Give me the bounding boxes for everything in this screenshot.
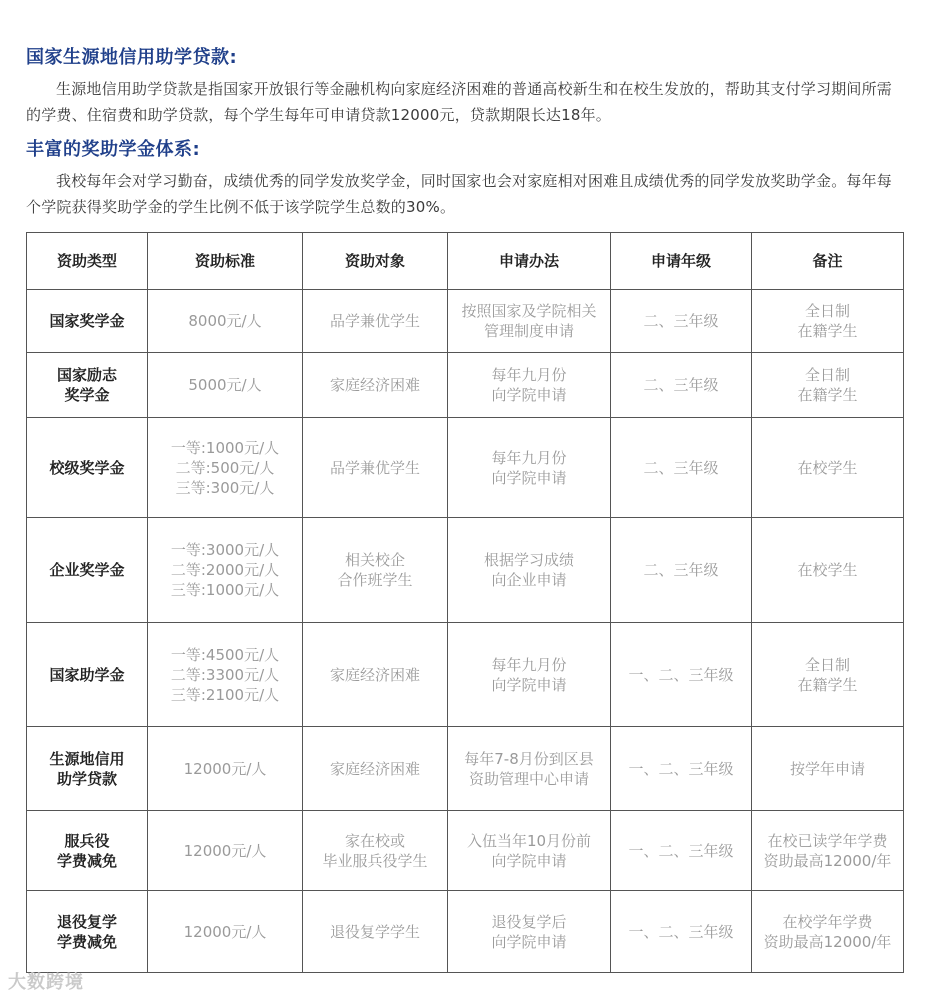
header-cell: 申请办法 — [448, 233, 611, 290]
target-cell — [303, 353, 448, 418]
scholarship-section-text: 我校每年会对学习勤奋，成绩优秀的同学发放奖学金，同时国家也会对家庭相对困难且成绩优秀的同学发放奖助学金。每年每个学院获得奖助学金的学生比例不低于该学院学生总数的30%。 — [26, 172, 893, 216]
aid-type-cell — [27, 353, 148, 418]
cell-line: 全日制 — [804, 366, 850, 384]
cell-line: 在籍学生 — [797, 675, 858, 694]
note-cell — [752, 727, 904, 811]
standard-cell — [148, 623, 303, 727]
method-cell — [448, 518, 611, 623]
cell-line: 一、二、三年级 — [628, 841, 734, 860]
cell-line: 家庭经济困难 — [329, 376, 420, 394]
header-cell: 备注 — [752, 233, 904, 290]
standard-cell — [148, 290, 303, 353]
cell-line: 8000元/人 — [188, 312, 262, 330]
grade-cell — [611, 418, 752, 518]
cell-line: 家在校或 — [344, 831, 405, 850]
cell-line: 资助最高12000/年 — [763, 932, 892, 951]
target-cell — [303, 727, 448, 811]
grade-cell — [611, 290, 752, 353]
cell-line: 二等:500元/人 — [175, 458, 275, 477]
note-cell — [752, 623, 904, 727]
table-row — [27, 418, 904, 518]
cell-line: 向学院申请 — [491, 468, 567, 487]
loan-section-title: 国家生源地信用助学贷款: — [26, 47, 238, 68]
cell-line: 一、二、三年级 — [628, 922, 734, 941]
aid-type-cell — [27, 811, 148, 891]
cell-line: 毕业服兵役学生 — [322, 851, 428, 870]
cell-line: 退役复学 — [56, 912, 117, 931]
cell-line: 按照国家及学院相关 — [461, 302, 597, 320]
cell-line: 在校已读学年学费 — [767, 831, 888, 850]
cell-line: 每年九月份 — [491, 448, 567, 467]
table-row — [27, 518, 904, 623]
cell-line: 12000元/人 — [183, 922, 267, 941]
aid-type-cell — [27, 623, 148, 727]
header-cell: 资助标准 — [148, 233, 303, 290]
note-cell — [752, 891, 904, 973]
cell-line: 服兵役 — [64, 831, 110, 850]
cell-line: 管理制度申请 — [483, 322, 574, 340]
cell-line: 二、三年级 — [643, 458, 719, 477]
note-cell — [752, 290, 904, 353]
cell-line: 二等:2000元/人 — [170, 561, 280, 579]
cell-line: 退役复学后 — [491, 912, 567, 931]
cell-line: 每年九月份 — [491, 655, 567, 674]
standard-cell — [148, 353, 303, 418]
method-cell — [448, 623, 611, 727]
table-row — [27, 623, 904, 727]
aid-type-cell — [27, 290, 148, 353]
table-row — [27, 727, 904, 811]
cell-line: 5000元/人 — [188, 376, 262, 394]
cell-line: 按学年申请 — [789, 759, 865, 778]
standard-cell — [148, 811, 303, 891]
cell-line: 二、三年级 — [643, 312, 719, 330]
cell-line: 向学院申请 — [491, 386, 567, 404]
cell-line: 三等:1000元/人 — [170, 581, 280, 599]
cell-line: 向学院申请 — [491, 675, 567, 694]
cell-line: 家庭经济困难 — [329, 759, 420, 778]
cell-line: 一等:4500元/人 — [170, 645, 280, 664]
note-cell — [752, 418, 904, 518]
cell-line: 国家助学金 — [49, 665, 125, 684]
standard-cell — [148, 418, 303, 518]
table-row — [27, 811, 904, 891]
loan-section-text: 生源地信用助学贷款是指国家开放银行等金融机构向家庭经济困难的普通高校新生和在校生发放的，帮助其支付学习期间所需的学费、住宿费和助学贷款，每个学生每年可申请贷款12000元，贷款期限长达18年。 — [26, 80, 893, 124]
method-cell — [448, 418, 611, 518]
cell-line: 资助最高12000/年 — [763, 851, 892, 870]
watermark-logo: 大数跨境 — [8, 972, 84, 993]
cell-line: 企业奖学金 — [49, 561, 125, 579]
cell-line: 在校学生 — [797, 561, 858, 579]
cell-line: 全日制 — [804, 302, 850, 320]
standard-cell — [148, 727, 303, 811]
grade-cell — [611, 727, 752, 811]
note-cell — [752, 518, 904, 623]
cell-line: 每年九月份 — [491, 366, 567, 384]
cell-line: 学费减免 — [56, 932, 117, 951]
cell-line: 一、二、三年级 — [628, 759, 734, 778]
cell-line: 一等:1000元/人 — [170, 438, 280, 457]
method-cell — [448, 353, 611, 418]
cell-line: 生源地信用 — [49, 749, 125, 768]
cell-line: 在籍学生 — [797, 322, 858, 340]
cell-line: 一等:3000元/人 — [170, 541, 280, 559]
cell-line: 校级奖学金 — [49, 458, 125, 477]
method-cell — [448, 727, 611, 811]
cell-line: 国家奖学金 — [49, 312, 125, 330]
cell-line: 三等:300元/人 — [175, 478, 275, 497]
method-cell — [448, 811, 611, 891]
cell-line: 入伍当年10月份前 — [466, 831, 592, 850]
cell-line: 学费减免 — [56, 851, 117, 870]
grade-cell — [611, 891, 752, 973]
cell-line: 在籍学生 — [797, 386, 858, 404]
note-cell — [752, 353, 904, 418]
cell-line: 全日制 — [804, 655, 850, 674]
cell-line: 12000元/人 — [183, 841, 267, 860]
cell-line: 向学院申请 — [491, 932, 567, 951]
method-cell — [448, 290, 611, 353]
header-cell: 申请年级 — [611, 233, 752, 290]
cell-line: 二、三年级 — [643, 561, 719, 579]
table-header-row — [27, 233, 904, 290]
aid-type-cell — [27, 727, 148, 811]
cell-line: 在校学生 — [797, 458, 858, 477]
grade-cell — [611, 518, 752, 623]
grade-cell — [611, 811, 752, 891]
scholarship-table — [26, 232, 904, 973]
cell-line: 国家励志 — [56, 366, 117, 384]
cell-line: 相关校企 — [344, 551, 405, 569]
table-row — [27, 353, 904, 418]
target-cell — [303, 290, 448, 353]
cell-line: 在校学年学费 — [782, 912, 873, 931]
cell-line: 根据学习成绩 — [483, 551, 574, 569]
table-row — [27, 891, 904, 973]
target-cell — [303, 518, 448, 623]
header-cell: 资助对象 — [303, 233, 448, 290]
header-cell: 资助类型 — [27, 233, 148, 290]
cell-line: 二、三年级 — [643, 376, 719, 394]
target-cell — [303, 891, 448, 973]
cell-line: 三等:2100元/人 — [170, 685, 280, 704]
cell-line: 二等:3300元/人 — [170, 665, 280, 684]
cell-line: 家庭经济困难 — [329, 665, 420, 684]
method-cell — [448, 891, 611, 973]
target-cell — [303, 418, 448, 518]
grade-cell — [611, 353, 752, 418]
cell-line: 退役复学学生 — [329, 922, 420, 941]
aid-type-cell — [27, 418, 148, 518]
cell-line: 12000元/人 — [183, 759, 267, 778]
cell-line: 资助管理中心申请 — [468, 769, 589, 788]
cell-line: 品学兼优学生 — [329, 458, 420, 477]
cell-line: 品学兼优学生 — [329, 312, 420, 330]
cell-line: 合作班学生 — [337, 571, 413, 589]
aid-type-cell — [27, 891, 148, 973]
cell-line: 一、二、三年级 — [628, 665, 734, 684]
note-cell — [752, 811, 904, 891]
standard-cell — [148, 891, 303, 973]
cell-line: 向学院申请 — [491, 851, 567, 870]
cell-line: 每年7-8月份到区县 — [464, 749, 594, 768]
scholarship-section-title: 丰富的奖助学金体系: — [26, 139, 201, 160]
cell-line: 助学贷款 — [56, 769, 117, 788]
aid-type-cell — [27, 518, 148, 623]
cell-line: 奖学金 — [64, 386, 110, 404]
grade-cell — [611, 623, 752, 727]
target-cell — [303, 623, 448, 727]
cell-line: 向企业申请 — [491, 571, 567, 589]
target-cell — [303, 811, 448, 891]
standard-cell — [148, 518, 303, 623]
table-row — [27, 290, 904, 353]
